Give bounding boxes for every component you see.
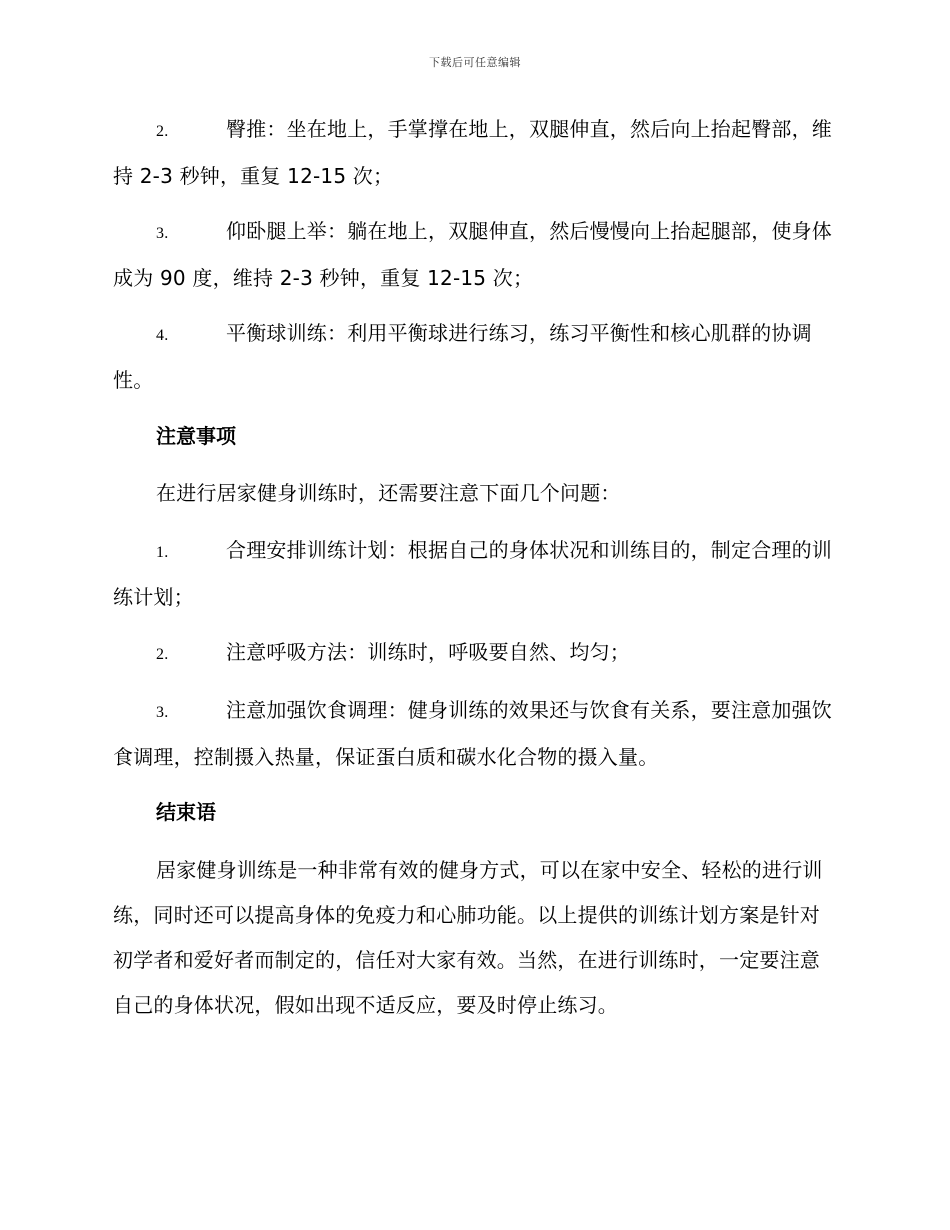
list-number: 1.: [156, 544, 169, 561]
list-number: 3.: [156, 704, 169, 721]
list-number: 2.: [156, 646, 169, 663]
list-item: [113, 209, 835, 301]
list-text: 臀推：坐在地上，手掌撑在地上，双腿伸直，然后向上抬起臀部，维持 2-3 秒钟，重复 12-15 次；: [113, 117, 832, 188]
list-item: [113, 688, 835, 780]
list-text: 注意呼吸方法：训练时，呼吸要自然、均匀；: [226, 640, 630, 664]
list-number: 4.: [156, 327, 169, 344]
list-item: [113, 311, 835, 403]
list-text: 平衡球训练：利用平衡球进行练习，练习平衡性和核心肌群的协调性。: [113, 321, 812, 392]
list-number: 3.: [156, 225, 169, 242]
section-intro: 在进行居家健身训练时，还需要注意下面几个问题：: [156, 481, 621, 505]
list-text: 合理安排训练计划：根据自己的身体状况和训练目的，制定合理的训练计划；: [113, 538, 832, 609]
header-note: 下载后可任意编辑: [429, 56, 521, 69]
conclusion-paragraph: 居家健身训练是一种非常有效的健身方式，可以在家中安全、轻松的进行训练，同时还可以提高身体的免疫力和心肺功能。以上提供的训练计划方案是针对初学者和爱好者而制定的，信任对大家有效。当然，在进行训练时，一定要注意自己的身体状况，假如出现不适反应，要及时停止练习。: [113, 858, 823, 1017]
list-item: [113, 107, 835, 199]
list-text: 注意加强饮食调理：健身训练的效果还与饮食有关系，要注意加强饮食调理，控制摄入热量，保证蛋白质和碳水化合物的摄入量。: [113, 698, 832, 769]
list-number: 2.: [156, 123, 169, 140]
list-text: 仰卧腿上举：躺在地上，双腿伸直，然后慢慢向上抬起腿部，使身体成为 90 度，维持 2-3 秒钟，重复 12-15 次；: [113, 219, 832, 290]
list-item: [113, 528, 835, 620]
section-heading-conclusion: 结束语: [156, 800, 216, 824]
section-heading-notes: 注意事项: [156, 424, 236, 448]
list-item: [113, 630, 835, 677]
